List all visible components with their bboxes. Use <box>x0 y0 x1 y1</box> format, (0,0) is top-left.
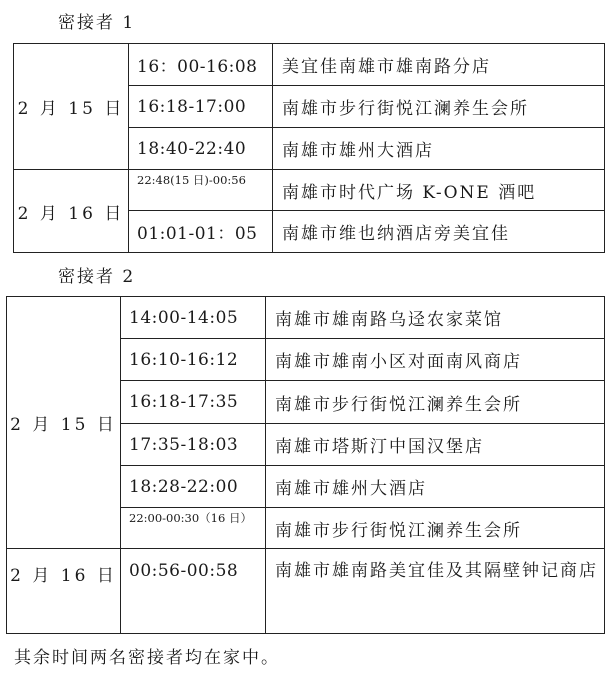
time-cell: 18:28-22:00 <box>121 466 266 508</box>
time-cell: 22:48(15 日)-00:56 <box>129 170 273 211</box>
time-cell: 01:01-01：05 <box>129 211 273 253</box>
date-cell: 2 月 15 日 <box>14 44 129 170</box>
time-cell: 16:18-17:00 <box>129 86 273 128</box>
place-cell: 南雄市雄州大酒店 <box>266 466 605 508</box>
time-cell: 14:00-14:05 <box>121 297 266 339</box>
contact1-schedule-table <box>13 43 605 253</box>
table-row <box>14 44 605 86</box>
place-cell: 南雄市步行街悦江澜养生会所 <box>266 381 605 424</box>
time-cell: 16：00-16:08 <box>129 44 273 86</box>
time-cell: 18:40-22:40 <box>129 128 273 170</box>
place-cell: 南雄市雄南小区对面南风商店 <box>266 339 605 381</box>
place-cell: 南雄市雄州大酒店 <box>273 128 605 170</box>
place-cell: 南雄市步行街悦江澜养生会所 <box>266 508 605 549</box>
time-cell: 17:35-18:03 <box>121 424 266 466</box>
time-cell: 22:00-00:30（16 日） <box>121 508 266 549</box>
table-row <box>7 549 605 634</box>
date-cell: 2 月 15 日 <box>7 297 121 549</box>
place-cell: 南雄市雄南路美宜佳及其隔壁钟记商店 <box>266 549 605 634</box>
table-row <box>14 170 605 211</box>
time-cell: 16:18-17:35 <box>121 381 266 424</box>
contact2-schedule-table <box>6 296 605 634</box>
contact2-heading: 密接者 2 <box>58 267 136 287</box>
contact1-heading: 密接者 1 <box>58 13 136 33</box>
place-cell: 南雄市维也纳酒店旁美宜佳 <box>273 211 605 253</box>
date-cell: 2 月 16 日 <box>7 549 121 634</box>
place-cell: 南雄市步行街悦江澜养生会所 <box>273 86 605 128</box>
time-cell: 16:10-16:12 <box>121 339 266 381</box>
place-cell: 南雄市雄南路乌迳农家菜馆 <box>266 297 605 339</box>
place-cell: 美宜佳南雄市雄南路分店 <box>273 44 605 86</box>
table-row <box>7 297 605 339</box>
date-cell: 2 月 16 日 <box>14 170 129 253</box>
place-cell: 南雄市塔斯汀中国汉堡店 <box>266 424 605 466</box>
time-cell: 00:56-00:58 <box>121 549 266 634</box>
place-cell: 南雄市时代广场 K-ONE 酒吧 <box>273 170 605 211</box>
footer-note: 其余时间两名密接者均在家中。 <box>14 648 280 668</box>
